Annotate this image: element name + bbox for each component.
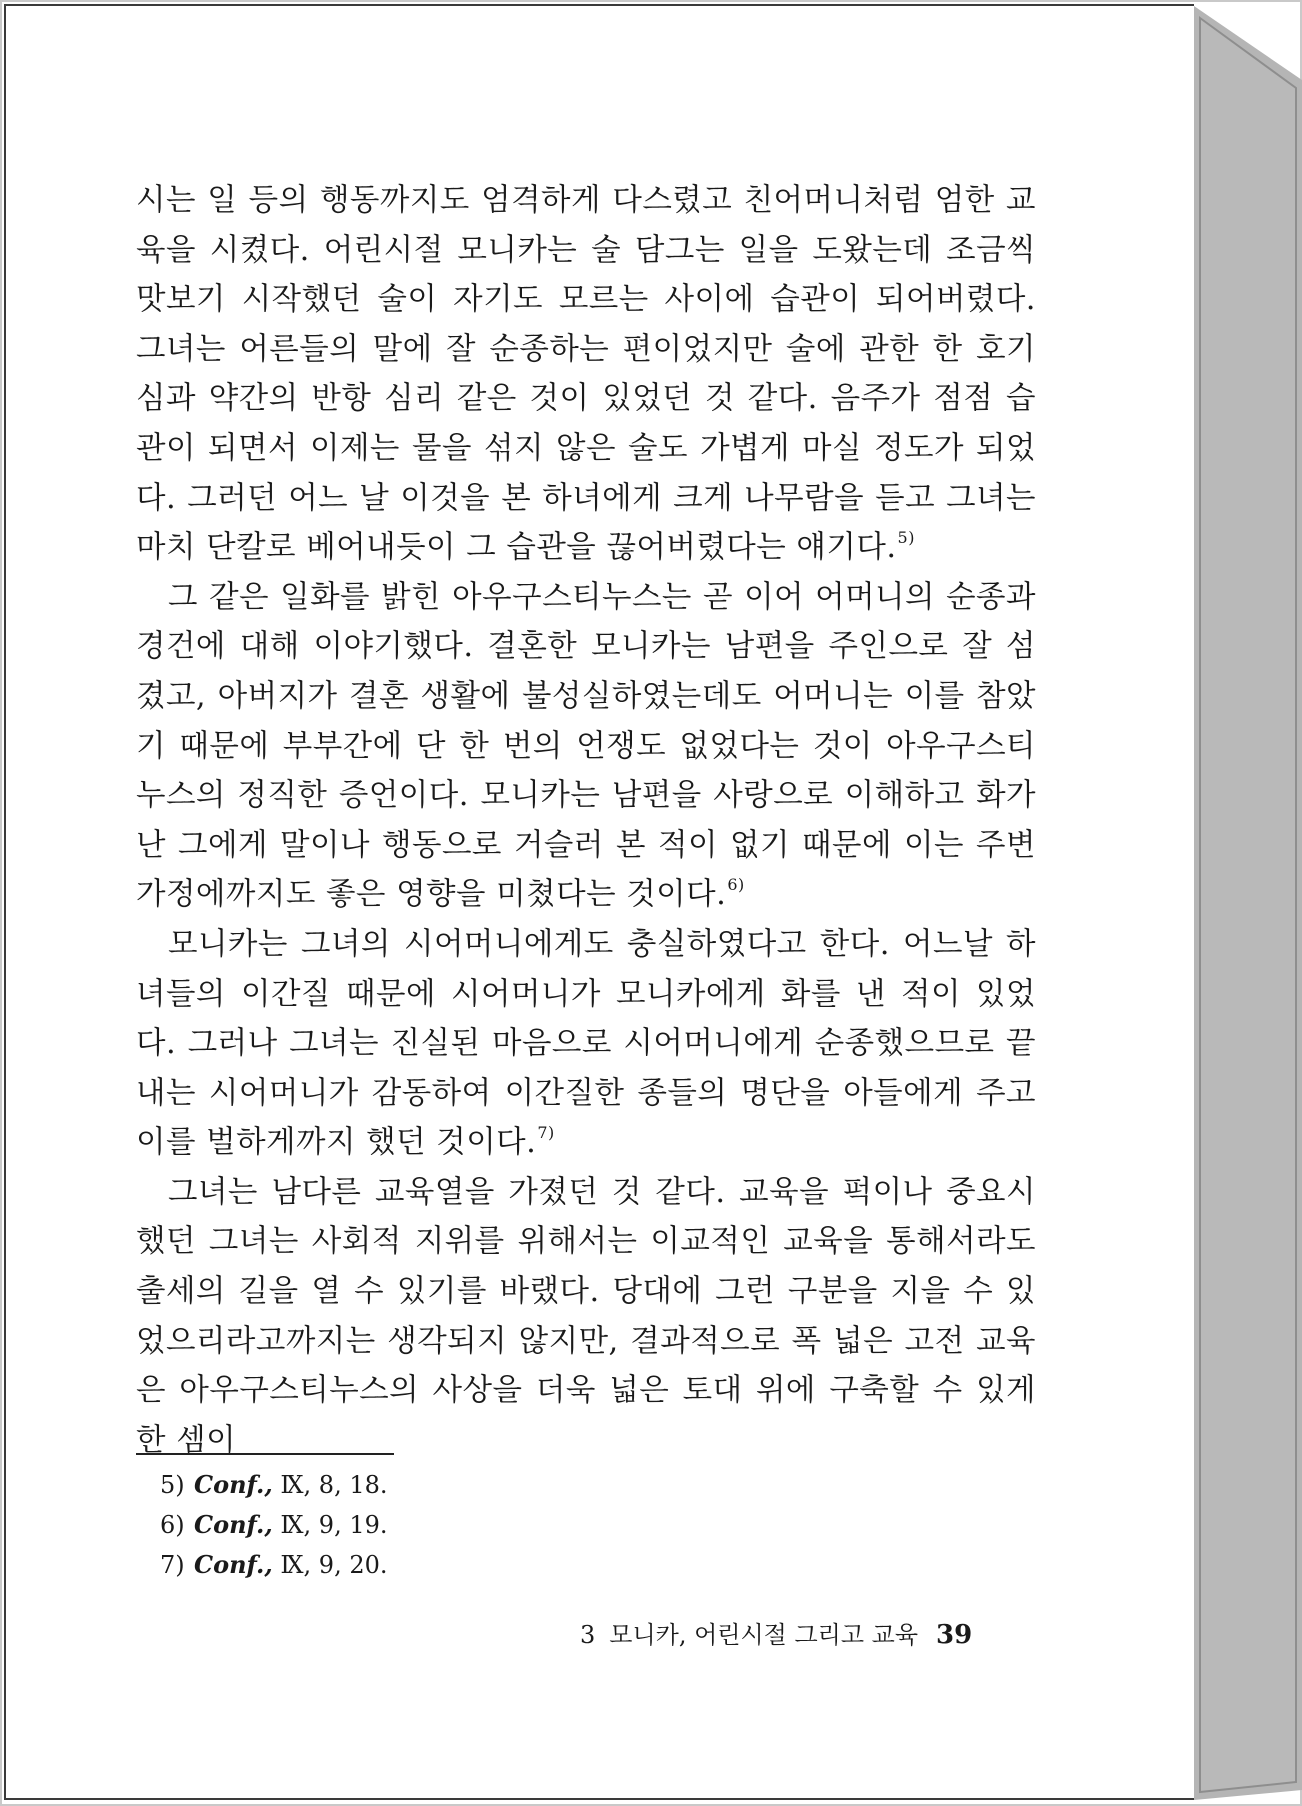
paragraph: 그 같은 일화를 밝힌 아우구스티누스는 곧 이어 어머니의 순종과 경건에 대해 이야기했다. 결혼한 모니카는 남편을 주인으로 잘 섬겼고, 아버지가 결혼 생활에 불성실하였는데도 어머니는 이를 참았기 때문에 부부간에 단 한 번의 언쟁도 없었다는 것이 아우구스티누스의 정직한 증언이다. 모니카는 남편을 사랑으로 이해하고 화가 난 그에게 말이나 행동으로 거슬러 본 적이 없기 때문에 이는 주변 가정에까지도 좋은 영향을 미쳤다는 것이다.$^{6)}$ bbox=[136, 579, 1036, 913]
page-number: 39 bbox=[936, 1620, 973, 1650]
footnote-location: Ⅸ, 9, 19. bbox=[272, 1511, 388, 1539]
footnote-location: Ⅸ, 9, 20. bbox=[272, 1551, 388, 1579]
footnote-location: Ⅸ, 8, 18. bbox=[272, 1471, 388, 1499]
footnote-number: 5) bbox=[160, 1471, 185, 1499]
footnotes bbox=[160, 1465, 388, 1585]
footnote bbox=[160, 1465, 388, 1505]
paragraph: 모니카는 그녀의 시어머니에게도 충실하였다고 한다. 어느날 하녀들의 이간질 때문에 시어머니가 모니카에게 화를 낸 적이 있었다. 그러나 그녀는 진실된 마음으로 시어머니에게 순종했으므로 끝내는 시어머니가 감동하여 이간질한 종들의 명단을 아들에게 주고 이를 벌하게까지 했던 것이다.$^{7)}$ bbox=[136, 926, 1036, 1161]
paragraph: 시는 일 등의 행동까지도 엄격하게 다스렸고 친어머니처럼 엄한 교육을 시켰다. 어린시절 모니카는 술 담그는 일을 도왔는데 조금씩 맛보기 시작했던 술이 자기도 모르는 사이에 습관이 되어버렸다. 그녀는 어른들의 말에 잘 순종하는 편이었지만 술에 관한 한 호기심과 약간의 반항 심리 같은 것이 있었던 것 같다. 음주가 점점 습관이 되면서 이제는 물을 섞지 않은 술도 가볍게 마실 정도가 되었다. 그러던 어느 날 이것을 본 하녀에게 크게 나무람을 듣고 그녀는 마치 단칼로 베어내듯이 그 습관을 끊어버렸다는 얘기다.$^{5)}$ bbox=[136, 183, 1036, 566]
footnote-source: Conf., bbox=[194, 1470, 273, 1499]
running-footer bbox=[580, 1615, 972, 1650]
footnote-marker[interactable]: 7) bbox=[537, 1123, 555, 1143]
footnote-number: 6) bbox=[160, 1511, 185, 1539]
footnote-source: Conf., bbox=[194, 1510, 273, 1539]
book-edge-side bbox=[1200, 18, 1296, 1792]
chapter-title: 모니카, 어린시절 그리고 교육 bbox=[609, 1621, 919, 1649]
paragraph: 그녀는 남다른 교육열을 가졌던 것 같다. 교육을 퍽이나 중요시했던 그녀는 사회적 지위를 위해서는 이교적인 교육을 통해서라도 출세의 길을 열 수 있기를 바랬다. 당대에 그런 구분을 지을 수 있었으리라고까지는 생각되지 않지만, 결과적으로 폭 넓은 고전 교육은 아우구스티누스의 사상을 더욱 넓은 토대 위에 구축할 수 있게 한 셈이 bbox=[136, 1174, 1036, 1458]
footnote-source: Conf., bbox=[194, 1550, 273, 1579]
body-text bbox=[136, 176, 1036, 1465]
footnote bbox=[160, 1545, 388, 1585]
footnote-divider bbox=[136, 1453, 394, 1455]
chapter-number: 3 bbox=[580, 1621, 596, 1649]
footnote-marker[interactable]: 6) bbox=[727, 875, 745, 895]
footnote-number: 7) bbox=[160, 1551, 185, 1579]
footnote bbox=[160, 1505, 388, 1545]
footnote-marker[interactable]: 5) bbox=[897, 528, 915, 548]
